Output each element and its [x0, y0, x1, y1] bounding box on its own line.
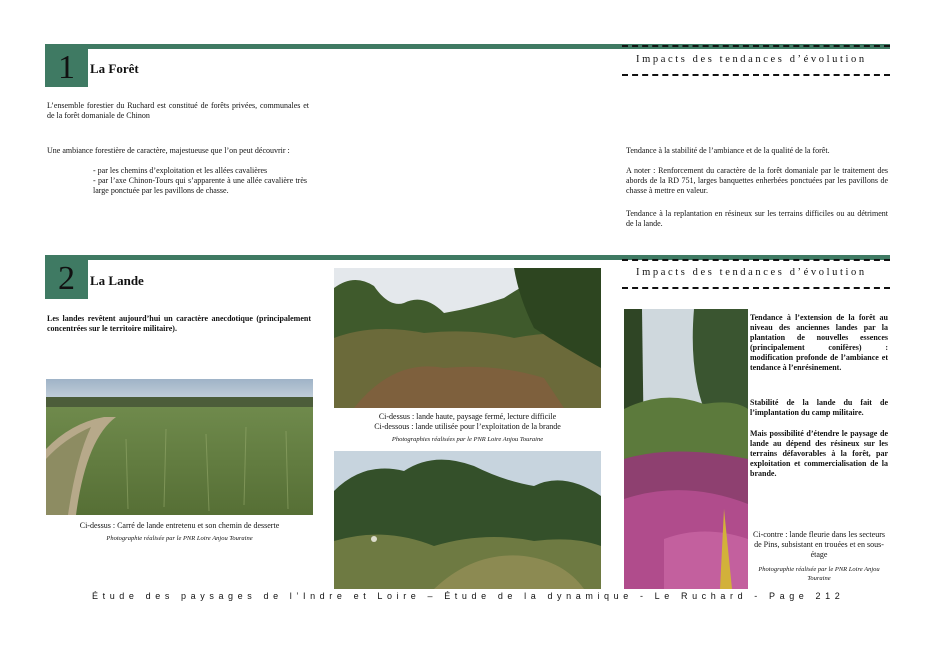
- photo-lande-entretenue: [46, 379, 313, 515]
- caption-mid-1: Ci-dessus : lande haute, paysage fermé, lecture difficile: [378, 412, 557, 421]
- impacts2-top-dash: [622, 259, 890, 261]
- photo-lande-fleurie: [624, 309, 748, 589]
- section1-intro: L’ensemble forestier du Ruchard est constitué de forêts privées, communales et de la forêt domaniale de Chinon: [47, 101, 309, 120]
- impacts2-bottom-dash: [622, 287, 890, 289]
- impacts2-item-2: Stabilité de la lande du fait de l’implantation du camp militaire.: [750, 398, 888, 417]
- section2-number: 2: [45, 259, 88, 299]
- section1-title: La Forêt: [90, 61, 139, 76]
- impacts1-item-1: Tendance à la stabilité de l’ambiance et de la qualité de la forêt.: [626, 146, 830, 155]
- impacts2-item-3: Mais possibilité d’étendre le paysage de lande au dépend des résineux sur les terrains défavorables à la forêt, par exploitation et commercialisation de la brande.: [750, 429, 888, 478]
- caption-left: Ci-dessus : Carré de lande entretenu et son chemin de desserte: [79, 521, 280, 530]
- impacts1-top-dash: [622, 45, 890, 47]
- credit-left: Photographie réalisée par le PNR Loire Anjou Touraine: [106, 535, 253, 542]
- section1-number: 1: [45, 48, 88, 87]
- page-footer: Étude des paysages de l’Indre et Loire – Étude de la dynamique - Le Ruchard - Page 212: [92, 591, 845, 601]
- credit-right: Photographie réalisée par le PNR Loire Anjou Touraine: [758, 566, 880, 582]
- impacts2-heading: Impacts des tendances d’évolution: [636, 267, 867, 278]
- impacts2-item-1: Tendance à l’extension de la forêt au niveau des anciennes landes par la plantation de nouvelles essences (principalement conifères) : modification profonde de l’ambiance et tendance à l’enrésinement.: [750, 313, 888, 372]
- section2-intro: Les landes revêtent aujourd’hui un caractère anecdotique (principalement concentrées sur le territoire militaire).: [47, 314, 311, 333]
- photo-lande-brande: [334, 451, 601, 589]
- section2-title: La Lande: [90, 273, 144, 288]
- caption-mid-2: Ci-dessous : lande utilisée pour l’exploitation de la brande: [374, 422, 561, 431]
- caption-right: Ci-contre : lande fleurie dans les secteurs de Pins, subsistant en trouées et en sous-étage: [753, 530, 885, 559]
- credit-mid: Photographies réalisées par le PNR Loire Anjou Touraine: [391, 436, 544, 443]
- impacts1-item-3: Tendance à la replantation en résineux sur les terrains difficiles ou au détriment de la lande.: [626, 209, 888, 228]
- section1-ambiance: Une ambiance forestière de caractère, majestueuse que l’on peut découvrir :: [47, 146, 290, 155]
- section1-bullet1: - par les chemins d’exploitation et les allées cavalières: [93, 166, 268, 175]
- photo-lande-haute: [334, 268, 601, 408]
- impacts1-item-2: A noter : Renforcement du caractère de la forêt domaniale par le traitement des abords de la RD 751, larges banquettes enherbées ponctuées par les pavillons de chasse à mettre en valeur.: [626, 166, 888, 195]
- impacts1-heading: Impacts des tendances d’évolution: [636, 54, 867, 65]
- section1-bullet2: - par l’axe Chinon-Tours qui s’apparente à une allée cavalière très large ponctuée par les pavillons de chasse.: [93, 176, 307, 195]
- impacts1-bottom-dash: [622, 74, 890, 76]
